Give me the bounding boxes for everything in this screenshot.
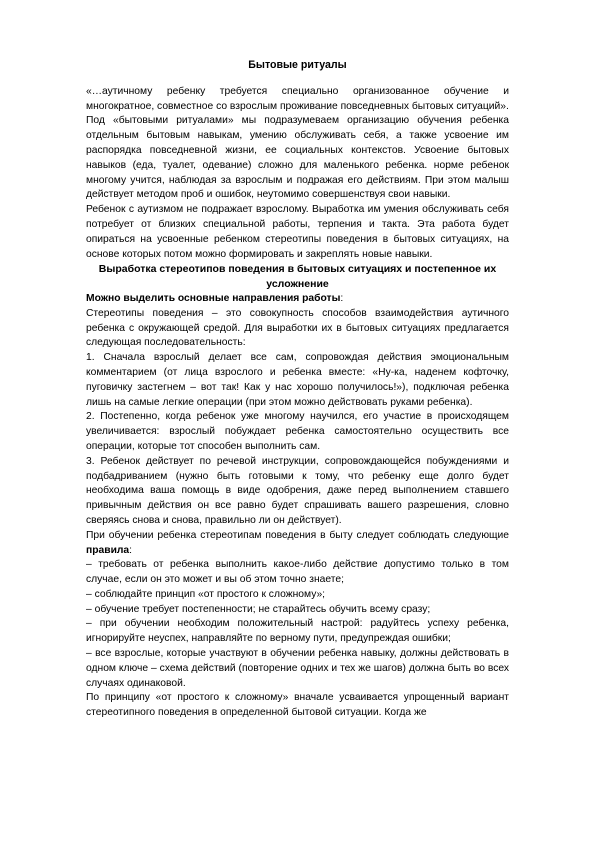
- directions-colon: :: [340, 292, 344, 304]
- closing-paragraph: По принципу «от простого к сложному» вначале усваивается упрощенный вариант стереотипного поведения в определенной бытовой ситуации. Когда же: [86, 692, 509, 719]
- step-2-paragraph: 2. Постепенно, когда ребенок уже многому научился, его участие в происходящем увеличивается: взрослый побуждает ребенка самостоятельно осуществить все операции, которые тот способен выполнить сам.: [86, 411, 509, 452]
- rules-lead-text: При обучении ребенка стереотипам поведения в быту следует соблюдать следующие: [86, 529, 509, 541]
- stereotypes-definition-paragraph: Стереотипы поведения – это совокупность способов взаимодействия аутичного ребенка с окружающей средой. Для выработки их в бытовых ситуациях предлагается следующая последовательность:: [86, 307, 509, 349]
- rule-item: – все взрослые, которые участвуют в обучении ребенка навыку, должны действовать в одном ключе – схема действий (повторение одних и тех же шагов) должна быть во всех случаях одинаковой.: [86, 648, 509, 689]
- intro-quote-paragraph: «…аутичному ребенку требуется специально организованное обучение и многократное, совместное со взрослым проживание повседневных бытовых ситуаций».: [86, 85, 509, 112]
- rule-item: – требовать от ребенка выполнить какое-либо действие допустимо только в том случае, если он это может и вы об этом точно знаете;: [86, 559, 509, 586]
- rule-item: – обучение требует постепенности; не старайтесь обучить всему сразу;: [86, 603, 431, 615]
- rules-word: правила: [86, 544, 130, 556]
- rules-lead-paragraph: [86, 529, 509, 559]
- rule-item: – соблюдайте принцип «от простого к сложному»;: [86, 588, 326, 600]
- document-page: [86, 58, 509, 721]
- intro-autism-paragraph: Ребенок с аутизмом не подражает взрослому. Выработка им умения обслуживать себя потребует от близких специальной работы, терпения и такта. Эта работа будет опираться на усвоенные ребенком стереотипы поведения в бытовых ситуациях, на основе которых потом можно формировать и закреплять новые навыки.: [86, 204, 509, 260]
- document-title: Бытовые ритуалы: [248, 59, 347, 71]
- step-1-paragraph: 1. Сначала взрослый делает все сам, сопровождая действия эмоциональным комментарием (от лица взрослого и ребенка вместе: «Ну-ка, наденем кофточку, пуговичку застегнем – вот так! Как у нас хорошо получилось!»), подключая ребенка лишь на самые легкие операции (при этом можно действовать руками ребенка).: [86, 352, 509, 408]
- directions-lead-paragraph: [86, 292, 509, 307]
- directions-lead-text: Можно выделить основные направления работы: [86, 292, 341, 304]
- rules-colon: :: [129, 544, 133, 556]
- intro-definition-paragraph: Под «бытовыми ритуалами» мы подразумеваем организацию обучения ребенка отдельным бытовым навыкам, умению обслуживать себя, а также усвоение им распорядка повседневной жизни, ее социальных контекстов. Усвоение бытовых навыков (еда, туалет, одевание) сложно для маленького ребенка. норме ребенок многому учится, наблюдая за взрослым и подражая его действиям. При этом малыш действует методом проб и ошибок, неутомимо совершенствуя свои навыки.: [86, 115, 509, 201]
- rule-item: – при обучении необходим положительный настрой: радуйтесь успеху ребенка, игнорируйте неуспех, направляйте по верному пути, предупреждая ошибки;: [86, 618, 509, 645]
- section-heading: Выработка стереотипов поведения в бытовых ситуациях и постепенное их усложнение: [98, 263, 497, 291]
- step-3-paragraph: 3. Ребенок действует по речевой инструкции, сопровождающейся побуждениями и подбадриванием (нужно быть готовыми к тому, что ребенку еще долго будет необходима ваша помощь в виде одобрения, даже перед выполнением ставшего привычным действия он все равно будет спрашивать вашего разрешения, словно сверяясь снова и снова, правильно ли он действует).: [86, 455, 509, 526]
